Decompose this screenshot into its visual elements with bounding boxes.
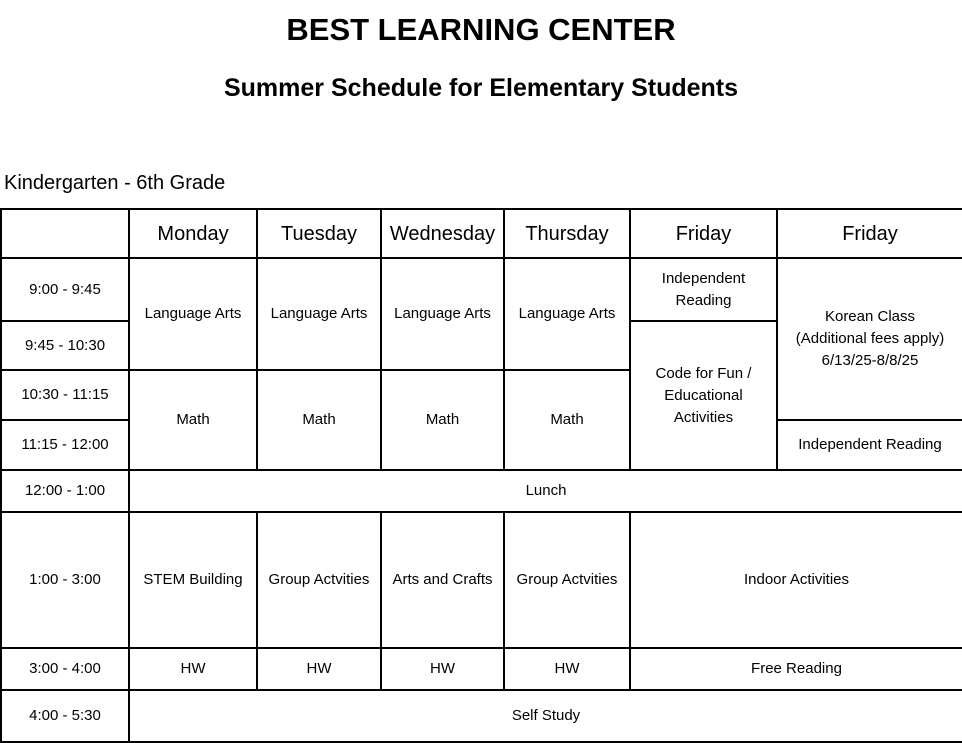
friday2-independent-reading: Independent Reading: [777, 420, 962, 470]
page-subtitle: Summer Schedule for Elementary Students: [223, 74, 739, 102]
time-cell: 3:00 - 4:00: [1, 648, 129, 690]
page-title: BEST LEARNING CENTER: [286, 12, 676, 47]
time-cell: 1:00 - 3:00: [1, 512, 129, 648]
day-header-friday: Friday: [630, 209, 777, 258]
table-row: [1, 470, 962, 512]
korean-class-text: Korean Class (Additional fees apply) 6/13/25-8/8/25: [795, 308, 945, 369]
day-header-wednesday: Wednesday: [381, 209, 504, 258]
day-header-thursday: Thursday: [504, 209, 630, 258]
grade-range-label: Kindergarten - 6th Grade: [4, 172, 226, 194]
thursday-math: Math: [504, 370, 630, 470]
wednesday-arts-and-crafts: Arts and Crafts: [381, 512, 504, 648]
time-cell: 4:00 - 5:30: [1, 690, 129, 742]
monday-hw: HW: [129, 648, 257, 690]
time-cell: 10:30 - 11:15: [1, 370, 129, 420]
table-row: [1, 512, 962, 648]
tuesday-group-activities: Group Actvities: [257, 512, 381, 648]
lunch-cell: Lunch: [129, 470, 962, 512]
day-header-monday: Monday: [129, 209, 257, 258]
thursday-hw: HW: [504, 648, 630, 690]
code-for-fun-text: Code for Fun / Educational Activities: [655, 364, 752, 426]
day-header-tuesday: Tuesday: [257, 209, 381, 258]
friday-independent-reading-text: Independent Reading: [661, 269, 746, 309]
korean-class: [777, 258, 962, 420]
wednesday-hw: HW: [381, 648, 504, 690]
tuesday-hw: HW: [257, 648, 381, 690]
monday-language-arts: Language Arts: [129, 258, 257, 370]
tuesday-language-arts: Language Arts: [257, 258, 381, 370]
schedule-table: [0, 208, 962, 743]
table-row: [1, 258, 962, 321]
wednesday-language-arts: Language Arts: [381, 258, 504, 370]
friday-indoor-activities: Indoor Activities: [630, 512, 962, 648]
friday-free-reading: Free Reading: [630, 648, 962, 690]
thursday-group-activities: Group Actvities: [504, 512, 630, 648]
thursday-language-arts: Language Arts: [504, 258, 630, 370]
header-row: [1, 209, 962, 258]
self-study-cell: Self Study: [129, 690, 962, 742]
friday-independent-reading: [630, 258, 777, 321]
time-cell: 9:00 - 9:45: [1, 258, 129, 321]
table-row: [1, 648, 962, 690]
day-header-friday-2: Friday: [777, 209, 962, 258]
wednesday-math: Math: [381, 370, 504, 470]
time-cell: 12:00 - 1:00: [1, 470, 129, 512]
code-for-fun: [630, 321, 777, 470]
table-row: [1, 690, 962, 742]
tuesday-math: Math: [257, 370, 381, 470]
monday-stem-building: STEM Building: [129, 512, 257, 648]
monday-math: Math: [129, 370, 257, 470]
time-cell: 9:45 - 10:30: [1, 321, 129, 370]
time-cell: 11:15 - 12:00: [1, 420, 129, 470]
corner-cell: [1, 209, 129, 258]
